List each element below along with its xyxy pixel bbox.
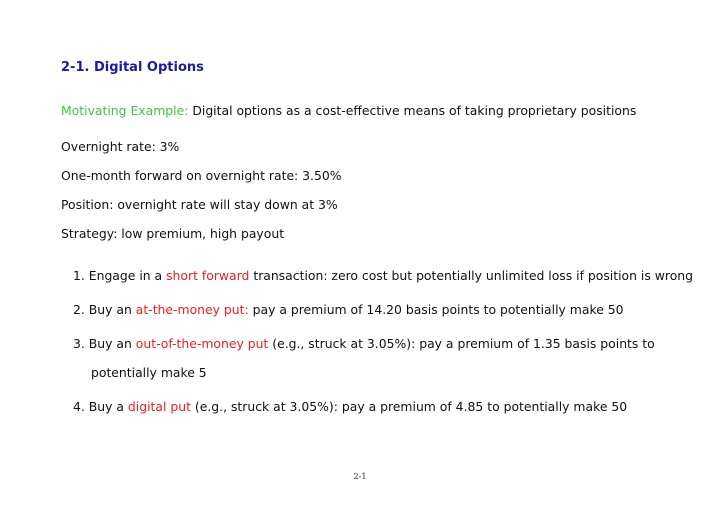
list-item-prefix: 4. Buy a bbox=[73, 399, 128, 414]
page-number: 2-1 bbox=[353, 472, 367, 481]
list-item-prefix: 1. Engage in a bbox=[73, 268, 167, 283]
slide-title: 2-1. Digital Options bbox=[61, 60, 204, 75]
list-item-term: short forward bbox=[166, 268, 250, 283]
list-item-prefix: 2. Buy an bbox=[73, 302, 136, 317]
motivation-text: Digital options as a cost-effective means of taking proprietary positions bbox=[188, 103, 637, 118]
motivation-label: Motivating Example: bbox=[61, 103, 189, 118]
list-item-text: (e.g., struck at 3.05%): pay a premium of 1.35 basis points to bbox=[268, 336, 655, 351]
fact-position: Position: overnight rate will stay down at 3% bbox=[61, 197, 338, 212]
motivation-line bbox=[61, 103, 636, 119]
list-item-digital-put bbox=[73, 399, 627, 415]
list-item-term: digital put bbox=[127, 399, 191, 414]
list-item-prefix: 3. Buy an bbox=[73, 336, 136, 351]
list-item-term: at-the-money put: bbox=[135, 302, 249, 317]
list-item-short-forward bbox=[73, 268, 693, 284]
list-item-text: pay a premium of 14.20 basis points to potentially make 50 bbox=[248, 302, 624, 317]
fact-forward-rate: One-month forward on overnight rate: 3.50% bbox=[61, 168, 342, 183]
list-item-text: transaction: zero cost but potentially unlimited loss if position is wrong bbox=[249, 268, 694, 283]
list-item-otm-put bbox=[73, 336, 655, 352]
list-item-text: (e.g., struck at 3.05%): pay a premium of 4.85 to potentially make 50 bbox=[190, 399, 628, 414]
fact-overnight-rate: Overnight rate: 3% bbox=[61, 139, 180, 154]
list-item-term: out-of-the-money put bbox=[135, 336, 269, 351]
list-item-atm-put bbox=[73, 302, 624, 318]
fact-strategy: Strategy: low premium, high payout bbox=[61, 226, 285, 241]
list-item-otm-put-continuation: potentially make 5 bbox=[91, 365, 207, 380]
